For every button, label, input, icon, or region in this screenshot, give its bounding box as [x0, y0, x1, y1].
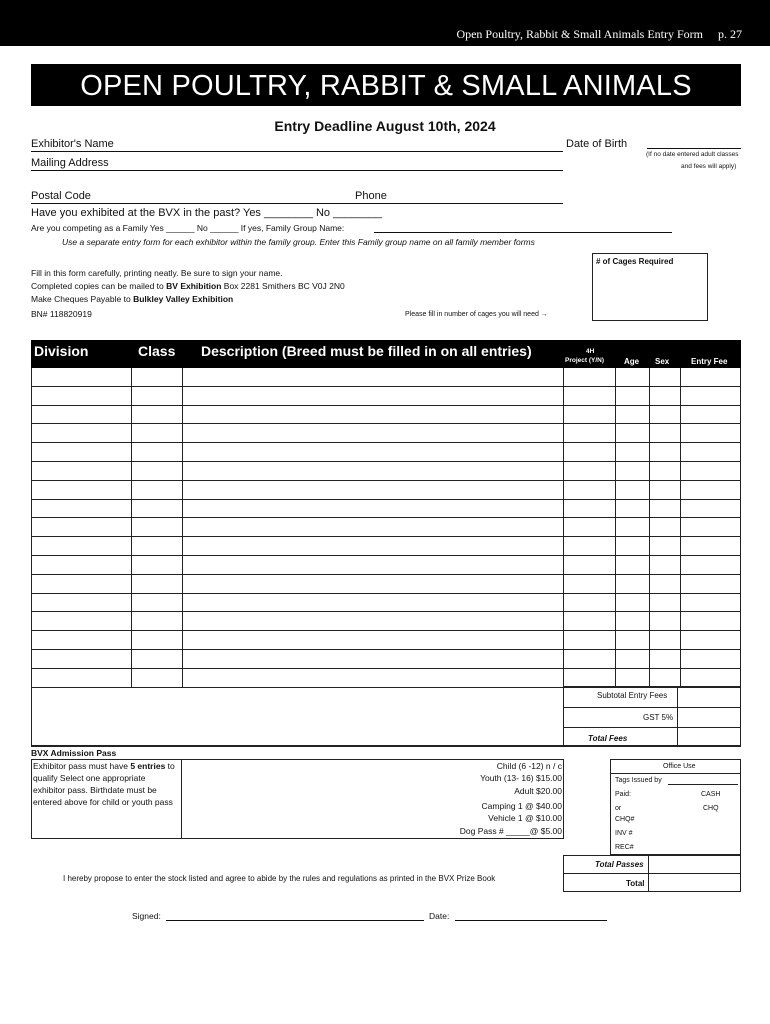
table-cell[interactable] [132, 368, 183, 386]
entries-table [31, 368, 741, 688]
table-cell[interactable] [616, 556, 650, 574]
col-sex: Sex [655, 357, 670, 366]
summary-rule-1 [563, 707, 741, 708]
table-cell[interactable] [183, 631, 564, 649]
business-number: BN# 118820919 [31, 309, 92, 319]
table-cell[interactable] [32, 424, 132, 442]
table-cell[interactable] [650, 406, 681, 424]
postal-code-label: Postal Code [31, 190, 91, 202]
signed-label: Signed: [132, 911, 161, 921]
table-cell[interactable] [616, 650, 650, 668]
table-cell[interactable] [564, 556, 616, 574]
col-division: Division [34, 343, 89, 359]
table-cell[interactable] [650, 462, 681, 480]
table-cell[interactable] [616, 424, 650, 442]
table-cell[interactable] [616, 518, 650, 536]
table-cell[interactable] [132, 631, 183, 649]
table-cell[interactable] [183, 537, 564, 555]
total-fees-label: Total Fees [588, 734, 628, 743]
mailing-address-field[interactable] [31, 170, 563, 171]
table-cell[interactable] [681, 575, 741, 593]
table-row [32, 631, 741, 650]
admission-title: BVX Admission Pass [31, 748, 117, 758]
table-cell[interactable] [616, 612, 650, 630]
table-cell[interactable] [650, 594, 681, 612]
exhibited-before-question: Have you exhibited at the BVX in the past? Yes ________ No ________ [31, 207, 383, 219]
admission-top-rule [31, 746, 741, 747]
summary-rule-2 [563, 727, 741, 728]
gst-label: GST 5% [643, 713, 674, 722]
table-cell[interactable] [650, 481, 681, 499]
table-cell[interactable] [616, 406, 650, 424]
office-chq-number: CHQ# [615, 816, 635, 823]
table-cell[interactable] [564, 631, 616, 649]
table-cell[interactable] [650, 387, 681, 405]
table-row [32, 368, 741, 387]
table-cell[interactable] [132, 387, 183, 405]
pass-youth[interactable]: Youth (13- 16) $15.00 [480, 773, 562, 783]
table-cell[interactable] [183, 594, 564, 612]
cages-required-label: # of Cages Required [596, 257, 674, 266]
col-project: Project (Y/N) [565, 357, 605, 364]
table-cell[interactable] [132, 481, 183, 499]
table-cell[interactable] [132, 594, 183, 612]
grand-total-label: Total [626, 879, 645, 888]
table-cell[interactable] [32, 669, 132, 687]
exhibitor-name-field[interactable] [31, 151, 563, 152]
table-cell[interactable] [183, 500, 564, 518]
instruction-line-3: Make Cheques Payable to Bulkley Valley Exhibition [31, 294, 234, 304]
form-title: OPEN POULTRY, RABBIT & SMALL ANIMALS [31, 64, 741, 106]
summary-divider [677, 686, 678, 746]
table-cell[interactable] [32, 631, 132, 649]
table-row [32, 462, 741, 481]
table-cell[interactable] [564, 424, 616, 442]
office-use-box [610, 759, 741, 855]
family-question: Are you competing as a Family Yes ______ No ______ If yes, Family Group Name: [31, 223, 345, 233]
table-cell[interactable] [32, 594, 132, 612]
table-cell[interactable] [616, 481, 650, 499]
postal-phone-field[interactable] [31, 203, 563, 204]
table-row [32, 612, 741, 631]
admission-divider [181, 759, 182, 839]
table-row [32, 669, 741, 688]
table-cell[interactable] [183, 481, 564, 499]
table-row [32, 537, 741, 556]
table-cell[interactable] [32, 518, 132, 536]
table-row [32, 500, 741, 519]
signature-field[interactable] [166, 920, 424, 921]
table-cell[interactable] [681, 612, 741, 630]
table-cell[interactable] [681, 481, 741, 499]
table-cell[interactable] [183, 443, 564, 461]
table-cell[interactable] [132, 650, 183, 668]
date-label: Date: [429, 911, 450, 921]
table-cell[interactable] [564, 575, 616, 593]
table-cell[interactable] [681, 443, 741, 461]
table-cell[interactable] [564, 443, 616, 461]
family-note: Use a separate entry form for each exhibitor within the family group. Enter this Family group name on all family member forms [62, 237, 535, 247]
dob-field[interactable] [647, 148, 741, 149]
col-description: Description (Breed must be filled in on all entries) [201, 343, 532, 359]
table-cell[interactable] [650, 669, 681, 687]
table-cell[interactable] [564, 500, 616, 518]
table-cell[interactable] [616, 443, 650, 461]
running-header-text: Open Poultry, Rabbit & Small Animals Entry Form p. 27 [456, 27, 742, 41]
table-cell[interactable] [681, 518, 741, 536]
table-cell[interactable] [564, 537, 616, 555]
office-or: or [615, 805, 622, 812]
admission-desc-1: Exhibitor pass must have 5 entries to [33, 761, 175, 771]
table-cell[interactable] [32, 462, 132, 480]
summary-blank [31, 686, 564, 746]
running-header [0, 0, 770, 46]
office-tags: Tags Issued by [615, 777, 662, 784]
table-cell[interactable] [183, 387, 564, 405]
table-cell[interactable] [681, 631, 741, 649]
table-cell[interactable] [616, 537, 650, 555]
table-cell[interactable] [32, 650, 132, 668]
table-cell[interactable] [650, 368, 681, 386]
table-cell[interactable] [32, 500, 132, 518]
table-cell[interactable] [564, 406, 616, 424]
table-row [32, 594, 741, 613]
table-cell[interactable] [132, 537, 183, 555]
table-cell[interactable] [32, 387, 132, 405]
table-cell[interactable] [564, 481, 616, 499]
table-cell[interactable] [616, 387, 650, 405]
table-cell[interactable] [616, 500, 650, 518]
table-cell[interactable] [183, 556, 564, 574]
table-cell[interactable] [564, 462, 616, 480]
table-cell[interactable] [183, 406, 564, 424]
cages-hint: Please fill in number of cages you will need → [405, 311, 548, 318]
table-cell[interactable] [564, 518, 616, 536]
table-cell[interactable] [132, 500, 183, 518]
table-cell[interactable] [681, 406, 741, 424]
col-age: Age [624, 357, 640, 366]
cages-required-box[interactable] [592, 253, 708, 321]
table-cell[interactable] [650, 556, 681, 574]
table-cell[interactable] [564, 387, 616, 405]
office-rec: REC# [615, 844, 634, 851]
table-cell[interactable] [183, 612, 564, 630]
table-cell[interactable] [32, 406, 132, 424]
subtotal-label: Subtotal Entry Fees [597, 691, 668, 700]
table-row [32, 406, 741, 425]
table-cell[interactable] [650, 443, 681, 461]
table-cell[interactable] [132, 575, 183, 593]
table-cell[interactable] [132, 462, 183, 480]
table-cell[interactable] [132, 669, 183, 687]
table-cell[interactable] [681, 669, 741, 687]
table-cell[interactable] [681, 424, 741, 442]
exhibitor-name-label: Exhibitor's Name [31, 138, 114, 150]
pass-camping[interactable]: Camping 1 @ $40.00 [481, 801, 562, 811]
table-cell[interactable] [564, 650, 616, 668]
instruction-line-2: Completed copies can be mailed to BV Exhibition Box 2281 Smithers BC V0J 2N0 [31, 281, 345, 291]
table-cell[interactable] [650, 612, 681, 630]
table-row [32, 481, 741, 500]
table-row [32, 556, 741, 575]
table-cell[interactable] [183, 669, 564, 687]
table-cell[interactable] [132, 518, 183, 536]
table-cell[interactable] [681, 556, 741, 574]
table-cell[interactable] [183, 650, 564, 668]
table-cell[interactable] [132, 612, 183, 630]
table-cell[interactable] [32, 556, 132, 574]
mailing-address-label: Mailing Address [31, 157, 109, 169]
admission-desc-4: entered above for child or youth pass [33, 797, 173, 807]
table-cell[interactable] [650, 424, 681, 442]
table-row [32, 387, 741, 406]
table-cell[interactable] [183, 368, 564, 386]
instruction-line-1: Fill in this form carefully, printing neatly. Be sure to sign your name. [31, 268, 283, 278]
table-cell[interactable] [564, 612, 616, 630]
office-paid: Paid: [615, 791, 631, 798]
pass-dog[interactable]: Dog Pass # _____@ $5.00 [459, 826, 562, 836]
dob-note: (If no date entered adult classes [646, 151, 739, 158]
table-cell[interactable] [183, 424, 564, 442]
table-cell[interactable] [132, 556, 183, 574]
table-cell[interactable] [564, 594, 616, 612]
office-inv: INV # [615, 830, 633, 837]
table-cell[interactable] [681, 650, 741, 668]
table-cell[interactable] [616, 669, 650, 687]
col-entry-fee: Entry Fee [691, 357, 728, 366]
col-4h: 4H [586, 348, 595, 355]
table-cell[interactable] [650, 537, 681, 555]
pass-child[interactable]: Child (6 -12) n / c [496, 761, 562, 771]
dob-label: Date of Birth [566, 138, 628, 150]
table-cell[interactable] [650, 575, 681, 593]
table-cell[interactable] [681, 387, 741, 405]
table-cell[interactable] [32, 575, 132, 593]
table-cell[interactable] [183, 575, 564, 593]
table-cell[interactable] [564, 368, 616, 386]
table-row [32, 575, 741, 594]
table-cell[interactable] [681, 537, 741, 555]
table-cell[interactable] [650, 650, 681, 668]
table-cell[interactable] [681, 368, 741, 386]
table-cell[interactable] [681, 594, 741, 612]
table-cell[interactable] [183, 518, 564, 536]
office-cash: CASH [701, 791, 721, 798]
dob-note-2: and fees will apply) [681, 163, 737, 170]
table-cell[interactable] [616, 368, 650, 386]
declaration: I hereby propose to enter the stock listed and agree to abide by the rules and regulations as printed in the BVX Prize Book [63, 874, 496, 883]
table-cell[interactable] [650, 631, 681, 649]
pass-adult[interactable]: Adult $20.00 [514, 786, 562, 796]
table-cell[interactable] [132, 424, 183, 442]
table-cell[interactable] [681, 462, 741, 480]
table-cell[interactable] [32, 537, 132, 555]
table-cell[interactable] [650, 500, 681, 518]
admission-desc-2: qualify Select one appropriate [33, 773, 146, 783]
table-cell[interactable] [650, 518, 681, 536]
table-row [32, 518, 741, 537]
table-cell[interactable] [32, 612, 132, 630]
table-cell[interactable] [616, 631, 650, 649]
table-cell[interactable] [681, 500, 741, 518]
office-use-title: Office Use [663, 763, 696, 770]
table-cell[interactable] [616, 462, 650, 480]
signature-date-field[interactable] [455, 920, 607, 921]
entries-table-header [31, 340, 741, 368]
col-class: Class [138, 343, 176, 359]
office-chq: CHQ [703, 805, 719, 812]
table-row [32, 424, 741, 443]
table-cell[interactable] [564, 669, 616, 687]
table-cell[interactable] [183, 462, 564, 480]
table-cell[interactable] [132, 443, 183, 461]
table-cell[interactable] [132, 406, 183, 424]
family-group-name-field[interactable] [374, 232, 672, 233]
total-passes-label: Total Passes [595, 860, 644, 869]
pass-vehicle[interactable]: Vehicle 1 @ $10.00 [488, 813, 562, 823]
table-cell[interactable] [32, 443, 132, 461]
table-row [32, 650, 741, 669]
admission-desc-3: exhibitor pass. Birthdate must be [33, 785, 157, 795]
table-cell[interactable] [32, 481, 132, 499]
phone-label: Phone [355, 190, 387, 202]
table-cell[interactable] [616, 575, 650, 593]
table-row [32, 443, 741, 462]
table-cell[interactable] [32, 368, 132, 386]
entry-deadline: Entry Deadline August 10th, 2024 [274, 118, 496, 134]
table-cell[interactable] [616, 594, 650, 612]
